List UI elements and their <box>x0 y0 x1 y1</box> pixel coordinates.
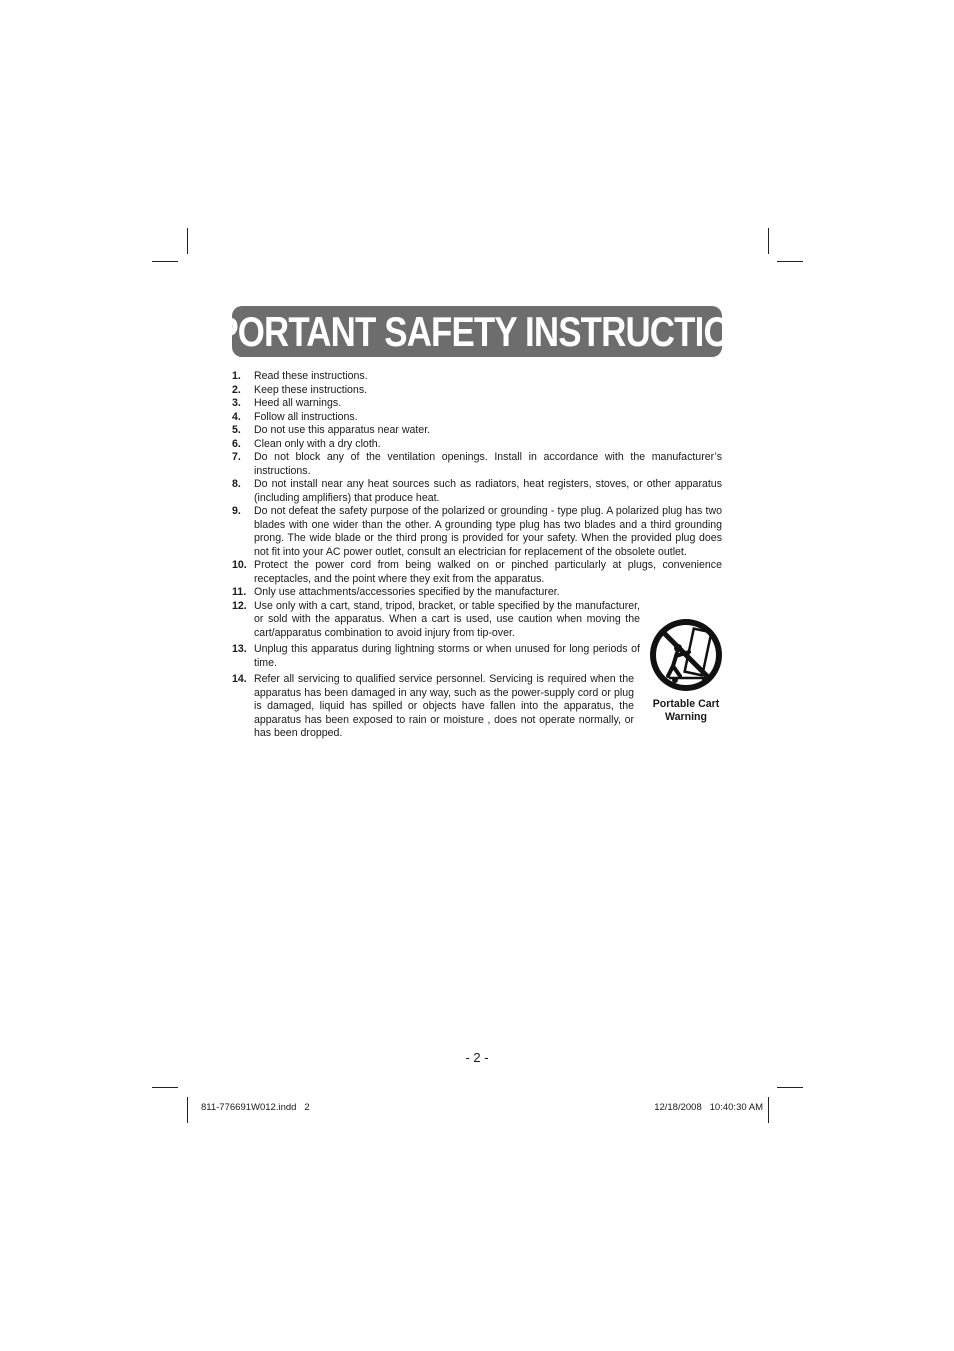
item-text: Follow all instructions. <box>254 410 358 423</box>
item-text: Do not defeat the safety purpose of the polarized or grounding - type plug. A polarized plug has two blades with one wider than the other. A grounding type plug has two blades and a third grounding prong. The wide blade or the third prong is provided for your safety. When the provided plug does not fit into your AC power outlet, consult an electrician for replacement of the obsolete outlet. <box>254 505 722 558</box>
crop-mark-top-left-horizontal <box>152 261 178 262</box>
list-item <box>232 505 722 559</box>
crop-mark-bottom-right-vertical <box>768 1097 769 1123</box>
item-text: Keep these instructions. <box>254 383 368 396</box>
item-number: 11. <box>232 586 247 598</box>
item-text: Do not install near any heat sources such as radiators, heat registers, stoves, or other apparatus (including amplifiers) that produce heat. <box>254 478 722 504</box>
item-number: 8. <box>232 478 241 490</box>
list-item <box>232 451 722 478</box>
footer-timestamp: 12/18/2008 10:40:30 AM <box>654 1102 763 1113</box>
item-number: 1. <box>232 370 241 382</box>
item-text: Heed all warnings. <box>254 397 342 409</box>
list-item <box>232 424 722 438</box>
item-text: Do not block any of the ventilation openings. Install in accordance with the manufacturer’s instructions. <box>254 451 722 477</box>
page-number: - 2 - <box>465 1050 489 1065</box>
cart-warning-caption-line2: Warning <box>665 711 707 723</box>
item-text: Unplug this apparatus during lightning storms or when unused for long periods of time. <box>254 643 640 669</box>
cart-warning-caption <box>653 698 720 724</box>
crop-mark-top-right-vertical <box>768 228 769 254</box>
item-number: 13. <box>232 643 247 655</box>
title-banner <box>177 306 777 357</box>
list-item <box>232 586 722 600</box>
portable-cart-warning-icon <box>649 618 723 692</box>
crop-mark-top-left-vertical <box>187 228 188 254</box>
list-item <box>232 411 722 425</box>
item-text: Protect the power cord from being walked on or pinched particularly at plugs, convenience receptacles, and the point where they exit from the apparatus. <box>254 559 722 585</box>
crop-mark-bottom-right-horizontal <box>777 1087 803 1088</box>
item-number: 10. <box>232 559 247 571</box>
item-number: 2. <box>232 383 241 396</box>
item-number: 5. <box>232 424 241 436</box>
item-number: 9. <box>232 505 241 517</box>
item-text: Use only with a cart, stand, tripod, bracket, or table specified by the manufacturer, or sold with the apparatus. When a cart is used, use caution when moving the cart/apparatus combination to avoid injury from tip-over. <box>254 599 640 639</box>
item-number: 14. <box>232 673 247 685</box>
page-title: IMPORTANT SAFETY INSTRUCTIONS <box>177 307 777 355</box>
cart-warning-figure <box>646 618 726 724</box>
item-number: 3. <box>232 397 241 409</box>
cart-warning-caption-line1: Portable Cart <box>652 698 720 710</box>
item-number: 6. <box>232 437 241 450</box>
crop-mark-top-right-horizontal <box>777 261 803 262</box>
list-item <box>232 478 722 505</box>
crop-mark-bottom-left-horizontal <box>152 1087 178 1088</box>
item-text: Only use attachments/accessories specified by the manufacturer. <box>254 586 560 598</box>
item-number: 7. <box>232 451 241 463</box>
list-item <box>232 438 722 452</box>
item-text: Clean only with a dry cloth. <box>254 437 381 450</box>
item-text: Read these instructions. <box>254 370 368 382</box>
item-number: 4. <box>232 410 241 423</box>
item-text: Refer all servicing to qualified service personnel. Servicing is required when the apparatus has been damaged in any way, such as the power-supply cord or plug is damaged, liquid has spilled or objects have fallen into the apparatus, the apparatus has been exposed to rain or moisture , does not operate normally, or has been dropped. <box>254 673 634 739</box>
list-item <box>232 559 722 586</box>
item-number: 12. <box>232 599 247 612</box>
crop-mark-bottom-left-vertical <box>187 1097 188 1123</box>
list-item <box>232 384 722 398</box>
list-item <box>232 370 722 384</box>
item-text: Do not use this apparatus near water. <box>254 424 431 436</box>
list-item <box>232 397 722 411</box>
footer-file-name: 811-776691W012.indd 2 <box>201 1102 310 1113</box>
